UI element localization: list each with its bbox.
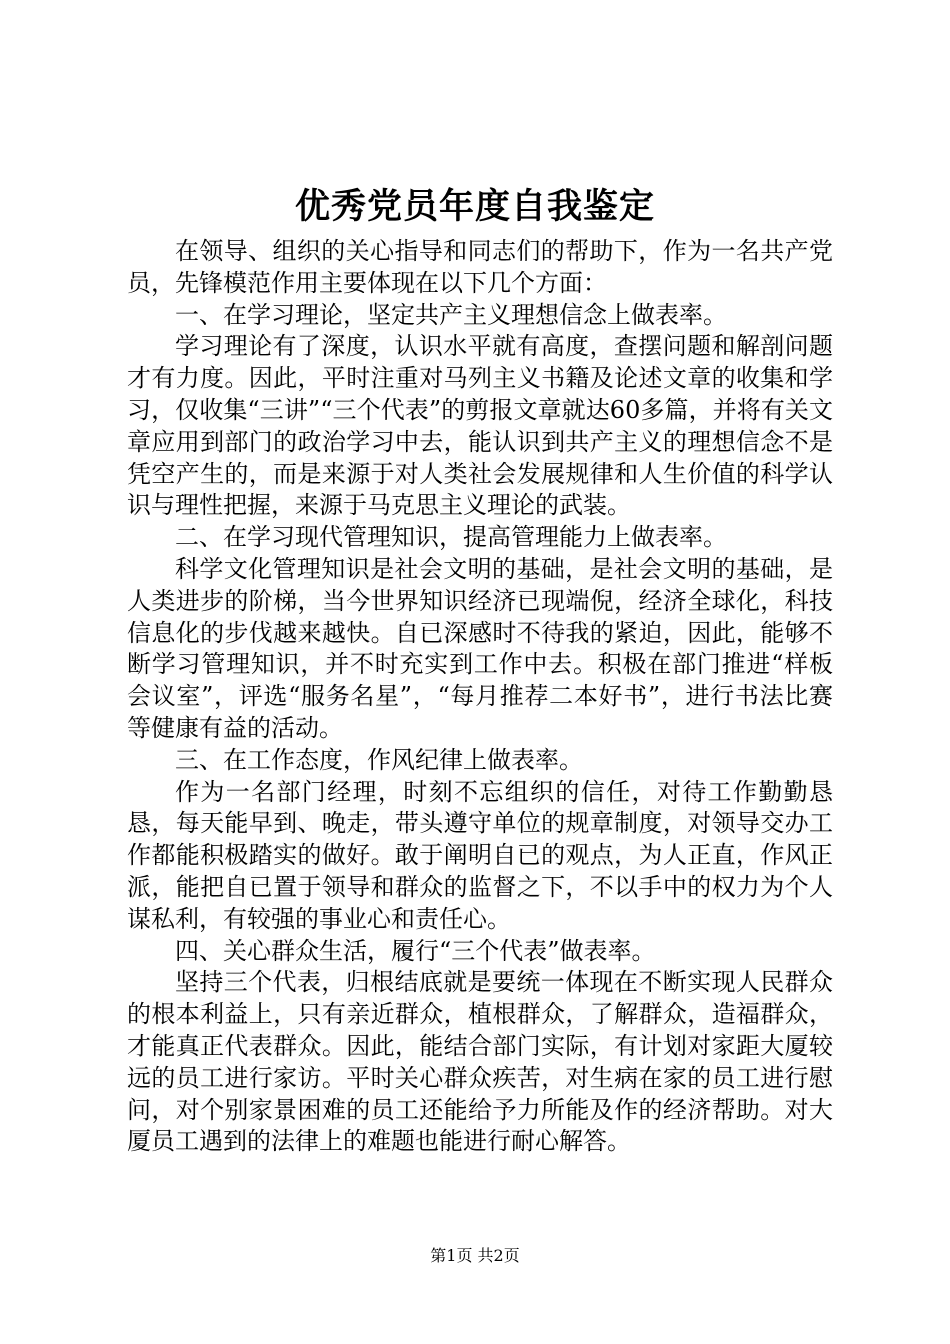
paragraph-3: 作为一名部门经理，时刻不忘组织的信任，对待工作勤勤恳恳，每天能早到、晚走，带头遵守单位的规章制度，对领导交办工作都能积极踏实的做好。敢于阐明自已的观点，为人正直，作风正派，能把自已置于领导和群众的监督之下，不以手中的权力为个人谋私利，有较强的事业心和责任心。: [127, 777, 833, 933]
section-heading-2: 二、在学习现代管理知识，提高管理能力上做表率。: [175, 523, 727, 552]
paragraph-4: 坚持三个代表，归根结底就是要统一体现在不断实现人民群众的根本利益上，只有亲近群众，植根群众，了解群众，造福群众，才能真正代表群众。因此，能结合部门实际，有计划对家距大厦较远的员工进行家访。平时关心群众疾苦，对生病在家的员工进行慰问，对个别家景困难的员工还能给予力所能及作的经济帮助。对大厦员工遇到的法律上的难题也能进行耐心解答。: [127, 968, 833, 1156]
document-body: [127, 236, 833, 1158]
document-title: 优秀党员年度自我鉴定: [294, 186, 655, 227]
section-heading-4: 四、关心群众生活，履行“三个代表”做表率。: [175, 936, 656, 965]
section-heading-3: 三、在工作态度，作风纪律上做表率。: [175, 745, 583, 774]
section-heading-1: 一、在学习理论，坚定共产主义理想信念上做表率。: [175, 300, 727, 329]
paragraph-intro: 在领导、组织的关心指导和同志们的帮助下，作为一名共产党员，先锋模范作用主要体现在以下几个方面：: [127, 237, 833, 297]
paragraph-1: 学习理论有了深度，认识水平就有高度，查摆问题和解剖问题才有力度。因此，平时注重对马列主义书籍及论述文章的收集和学习，仅收集“三讲”“三个代表”的剪报文章就达60多篇，并将有关文章应用到部门的政治学习中去，能认识到共产主义的理想信念不是凭空产生的，而是来源于对人类社会发展规律和人生价值的科学认识与理性把握，来源于马克思主义理论的武装。: [127, 332, 833, 520]
paragraph-2: 科学文化管理知识是社会文明的基础，是社会文明的基础，是人类进步的阶梯，当今世界知识经济已现端倪，经济全球化，科技信息化的步伐越来越快。自已深感时不待我的紧迫，因此，能够不断学习管理知识，并不时充实到工作中去。积极在部门推进“样板会议室”，评选“服务名星”，“每月推荐二本好书”，进行书法比赛等健康有益的活动。: [127, 554, 833, 742]
page-footer: 第1页 共2页: [430, 1246, 520, 1265]
